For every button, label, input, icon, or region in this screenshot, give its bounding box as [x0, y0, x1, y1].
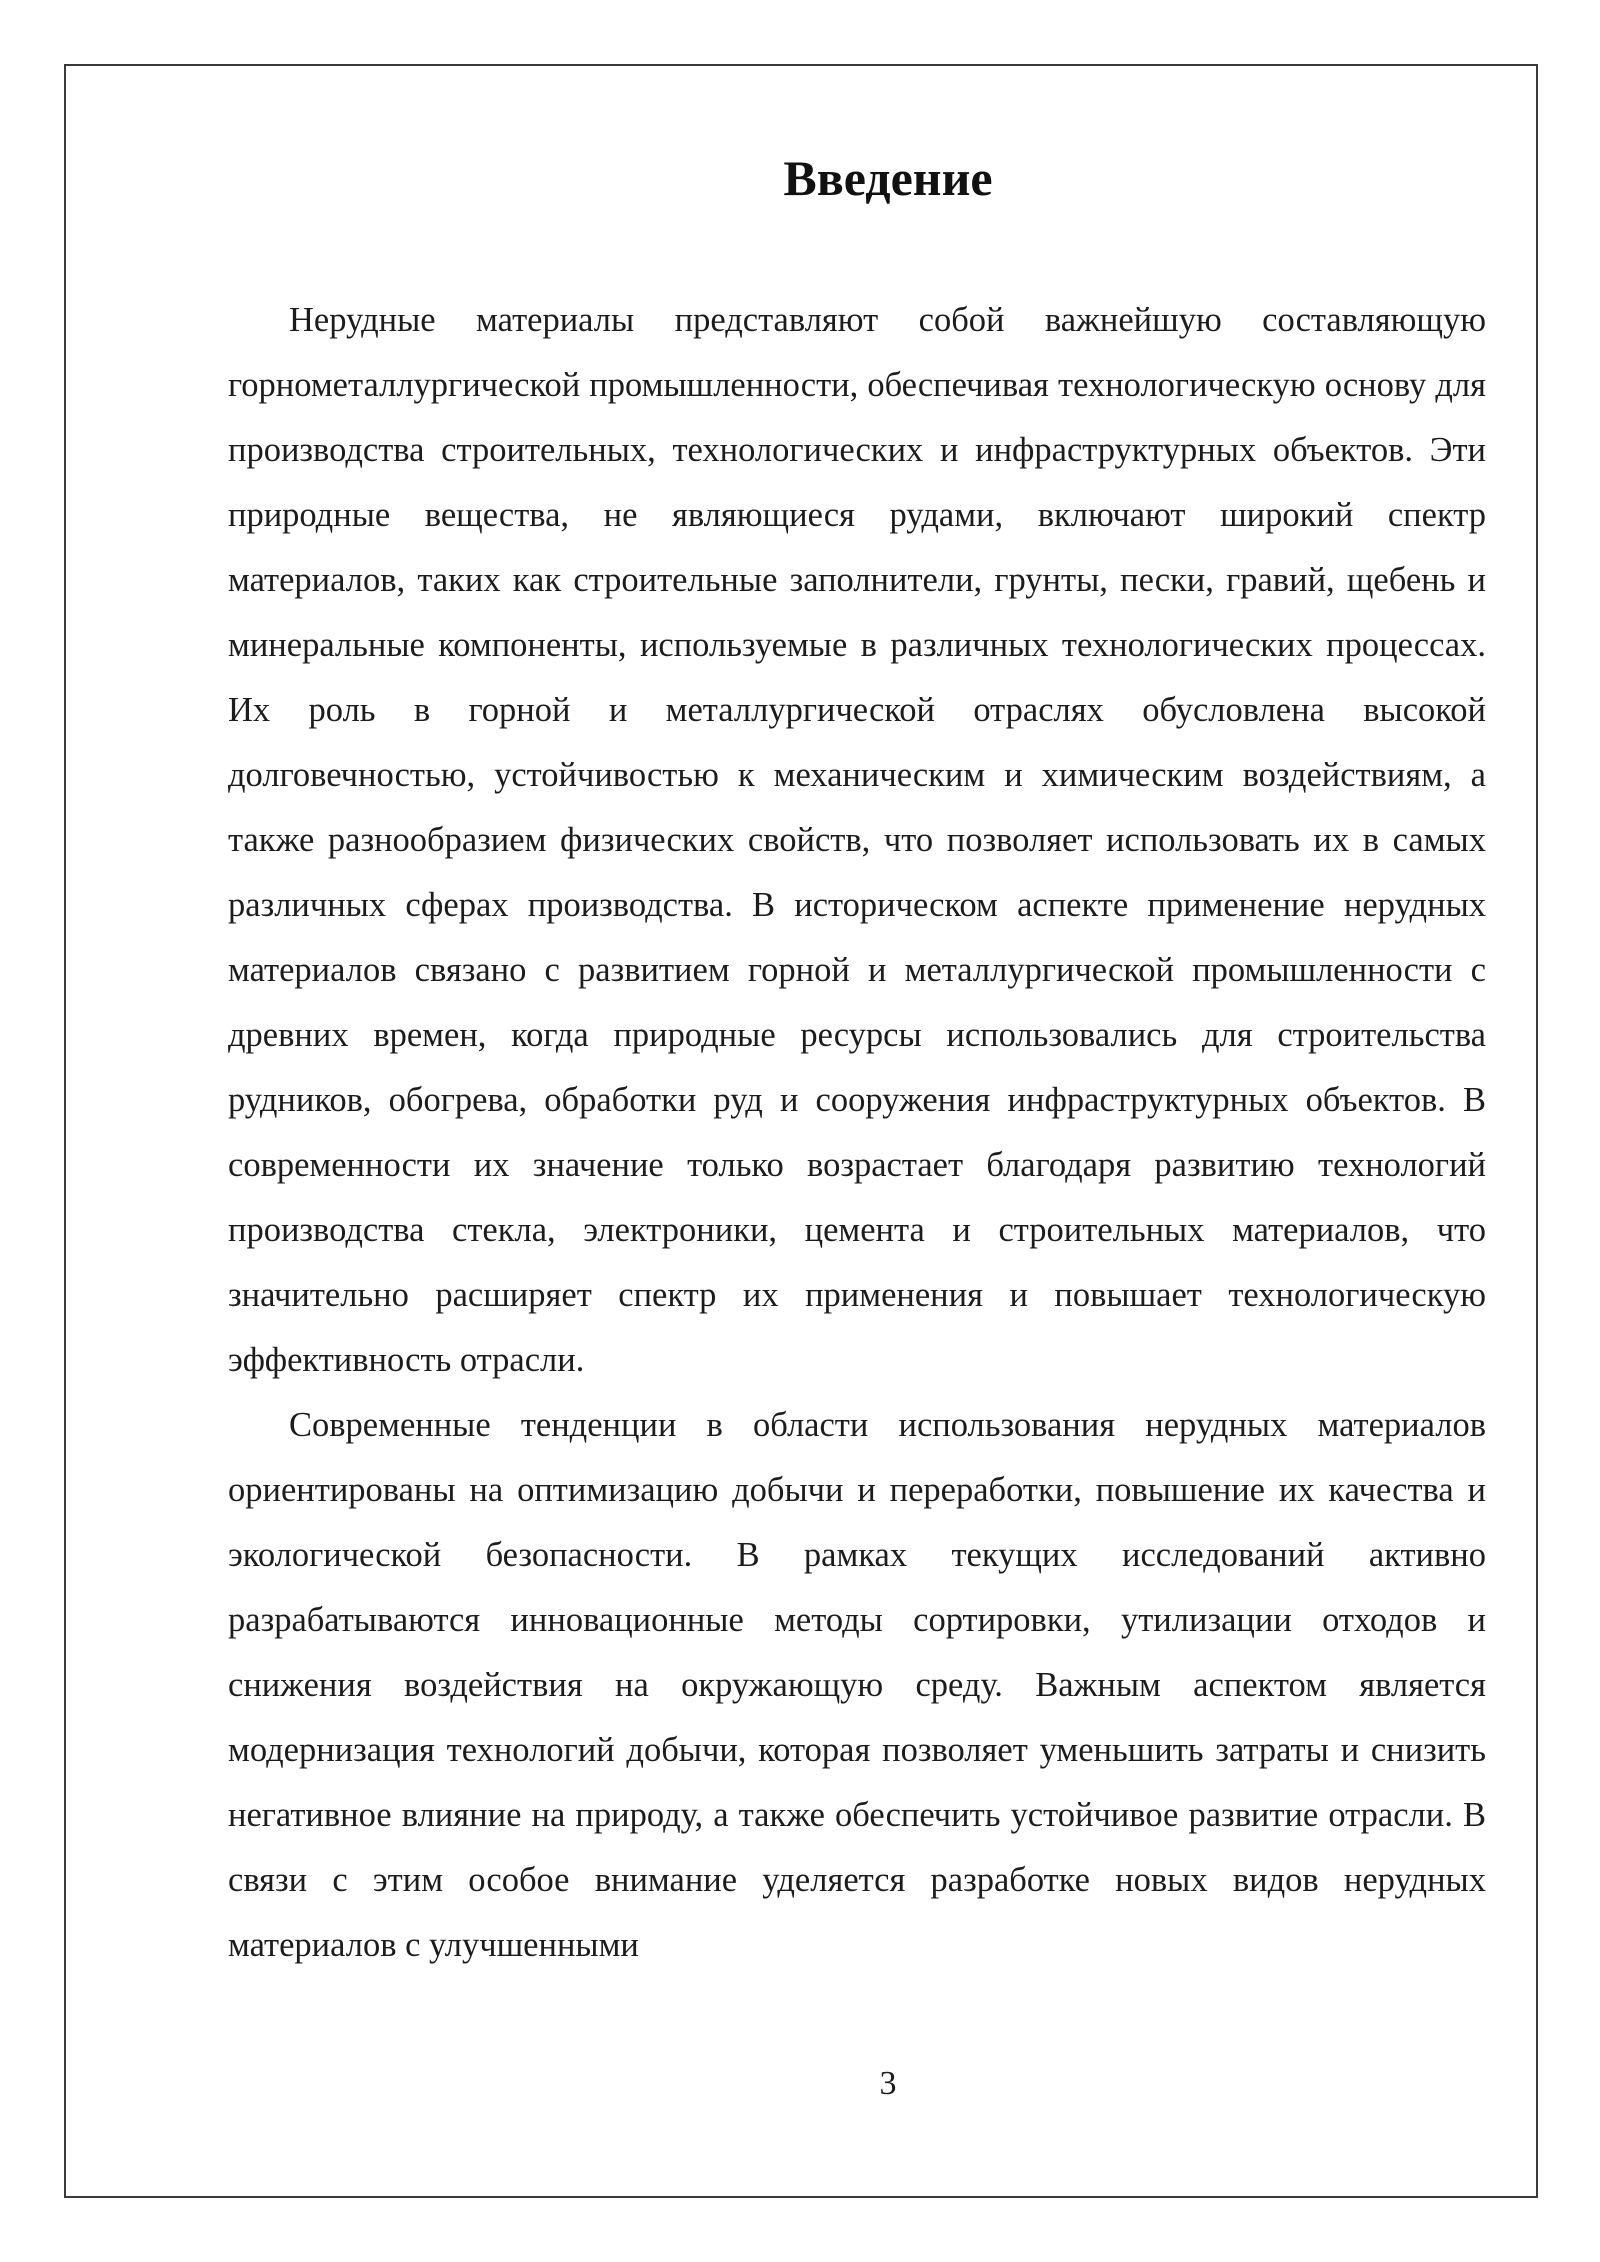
page-title: Введение — [783, 150, 993, 206]
paragraph-2: Современные тенденции в области использования нерудных материалов ориентированы на оптимизацию добычи и переработки, повышение их качества и экологической безопасности. В рамках текущих исследований активно разрабатываются инновационные методы сортировки, утилизации отходов и снижения воздействия на окружающую среду. Важным аспектом является модернизация технологий добычи, которая позволяет уменьшить затраты и снизить негативное влияние на природу, а также обеспечить устойчивое развитие отрасли. В связи с этим особое внимание уделяется разработке новых видов нерудных материалов с улучшенными — [228, 1406, 1486, 1964]
document-body — [228, 288, 1486, 1978]
page-number: 3 — [879, 2065, 897, 2102]
paragraph-1: Нерудные материалы представляют собой важнейшую составляющую горнометаллургической промышленности, обеспечивая технологическую основу для производства строительных, технологических и инфраструктурных объектов. Эти природные вещества, не являющиеся рудами, включают широкий спектр материалов, таких как строительные заполнители, грунты, пески, гравий, щебень и минеральные компоненты, используемые в различных технологических процессах. Их роль в горной и металлургической отраслях обусловлена высокой долговечностью, устойчивостью к механическим и химическим воздействиям, а также разнообразием физических свойств, что позволяет использовать их в самых различных сферах производства. В историческом аспекте применение нерудных материалов связано с развитием горной и металлургической промышленности с древних времен, когда природные ресурсы использовались для строительства рудников, обогрева, обработки руд и сооружения инфраструктурных объектов. В современности их значение только возрастает благодаря развитию технологий производства стекла, электроники, цемента и строительных материалов, что значительно расширяет спектр их применения и повышает технологическую эффективность отрасли. — [228, 301, 1486, 1379]
